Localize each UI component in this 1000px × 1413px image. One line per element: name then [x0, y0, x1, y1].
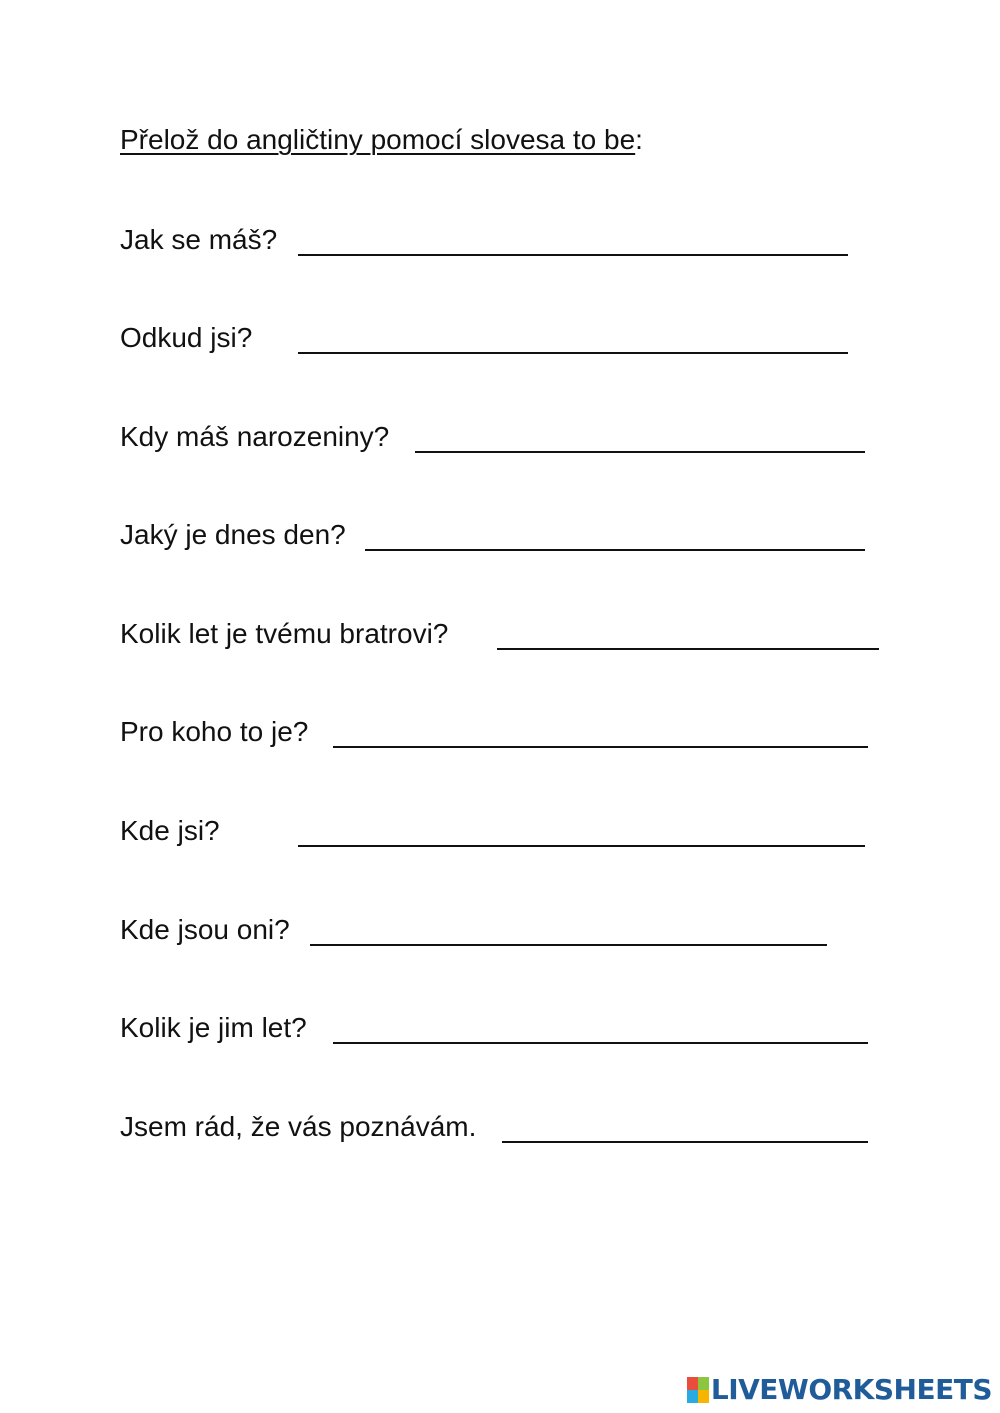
title-text: Přelož do angličtiny pomocí slovesa to be [120, 124, 636, 155]
question-label: Odkud jsi? [120, 322, 253, 353]
liveworksheets-mark-icon [687, 1377, 709, 1403]
question-label: Kolik je jim let? [120, 1012, 307, 1043]
mark-square [698, 1390, 709, 1403]
mark-square [698, 1377, 709, 1390]
title-colon: : [635, 124, 643, 155]
mark-square [687, 1390, 698, 1403]
worksheet-title [120, 120, 643, 160]
question-label: Kde jsou oni? [120, 914, 290, 945]
question-label: Kolik let je tvému bratrovi? [120, 618, 449, 649]
question-label: Jak se máš? [120, 224, 278, 255]
question-label: Pro koho to je? [120, 716, 309, 747]
answer-line[interactable] [298, 254, 848, 256]
mark-square [687, 1377, 698, 1390]
answer-line[interactable] [365, 549, 865, 551]
answer-line[interactable] [502, 1141, 868, 1143]
question-label: Jsem rád, že vás poznávám. [120, 1111, 477, 1142]
question-label: Kdy máš narozeniny? [120, 421, 390, 452]
answer-line[interactable] [333, 1042, 868, 1044]
answer-line[interactable] [497, 648, 879, 650]
question-label: Jaký je dnes den? [120, 519, 346, 550]
question-label: Kde jsi? [120, 815, 220, 846]
answer-line[interactable] [415, 451, 865, 453]
liveworksheets-logo [687, 1373, 992, 1407]
answer-line[interactable] [333, 746, 868, 748]
answer-line[interactable] [298, 845, 865, 847]
answer-line[interactable] [310, 944, 827, 946]
logo-text: LIVEWORKSHEETS [710, 1373, 992, 1406]
answer-line[interactable] [298, 352, 848, 354]
